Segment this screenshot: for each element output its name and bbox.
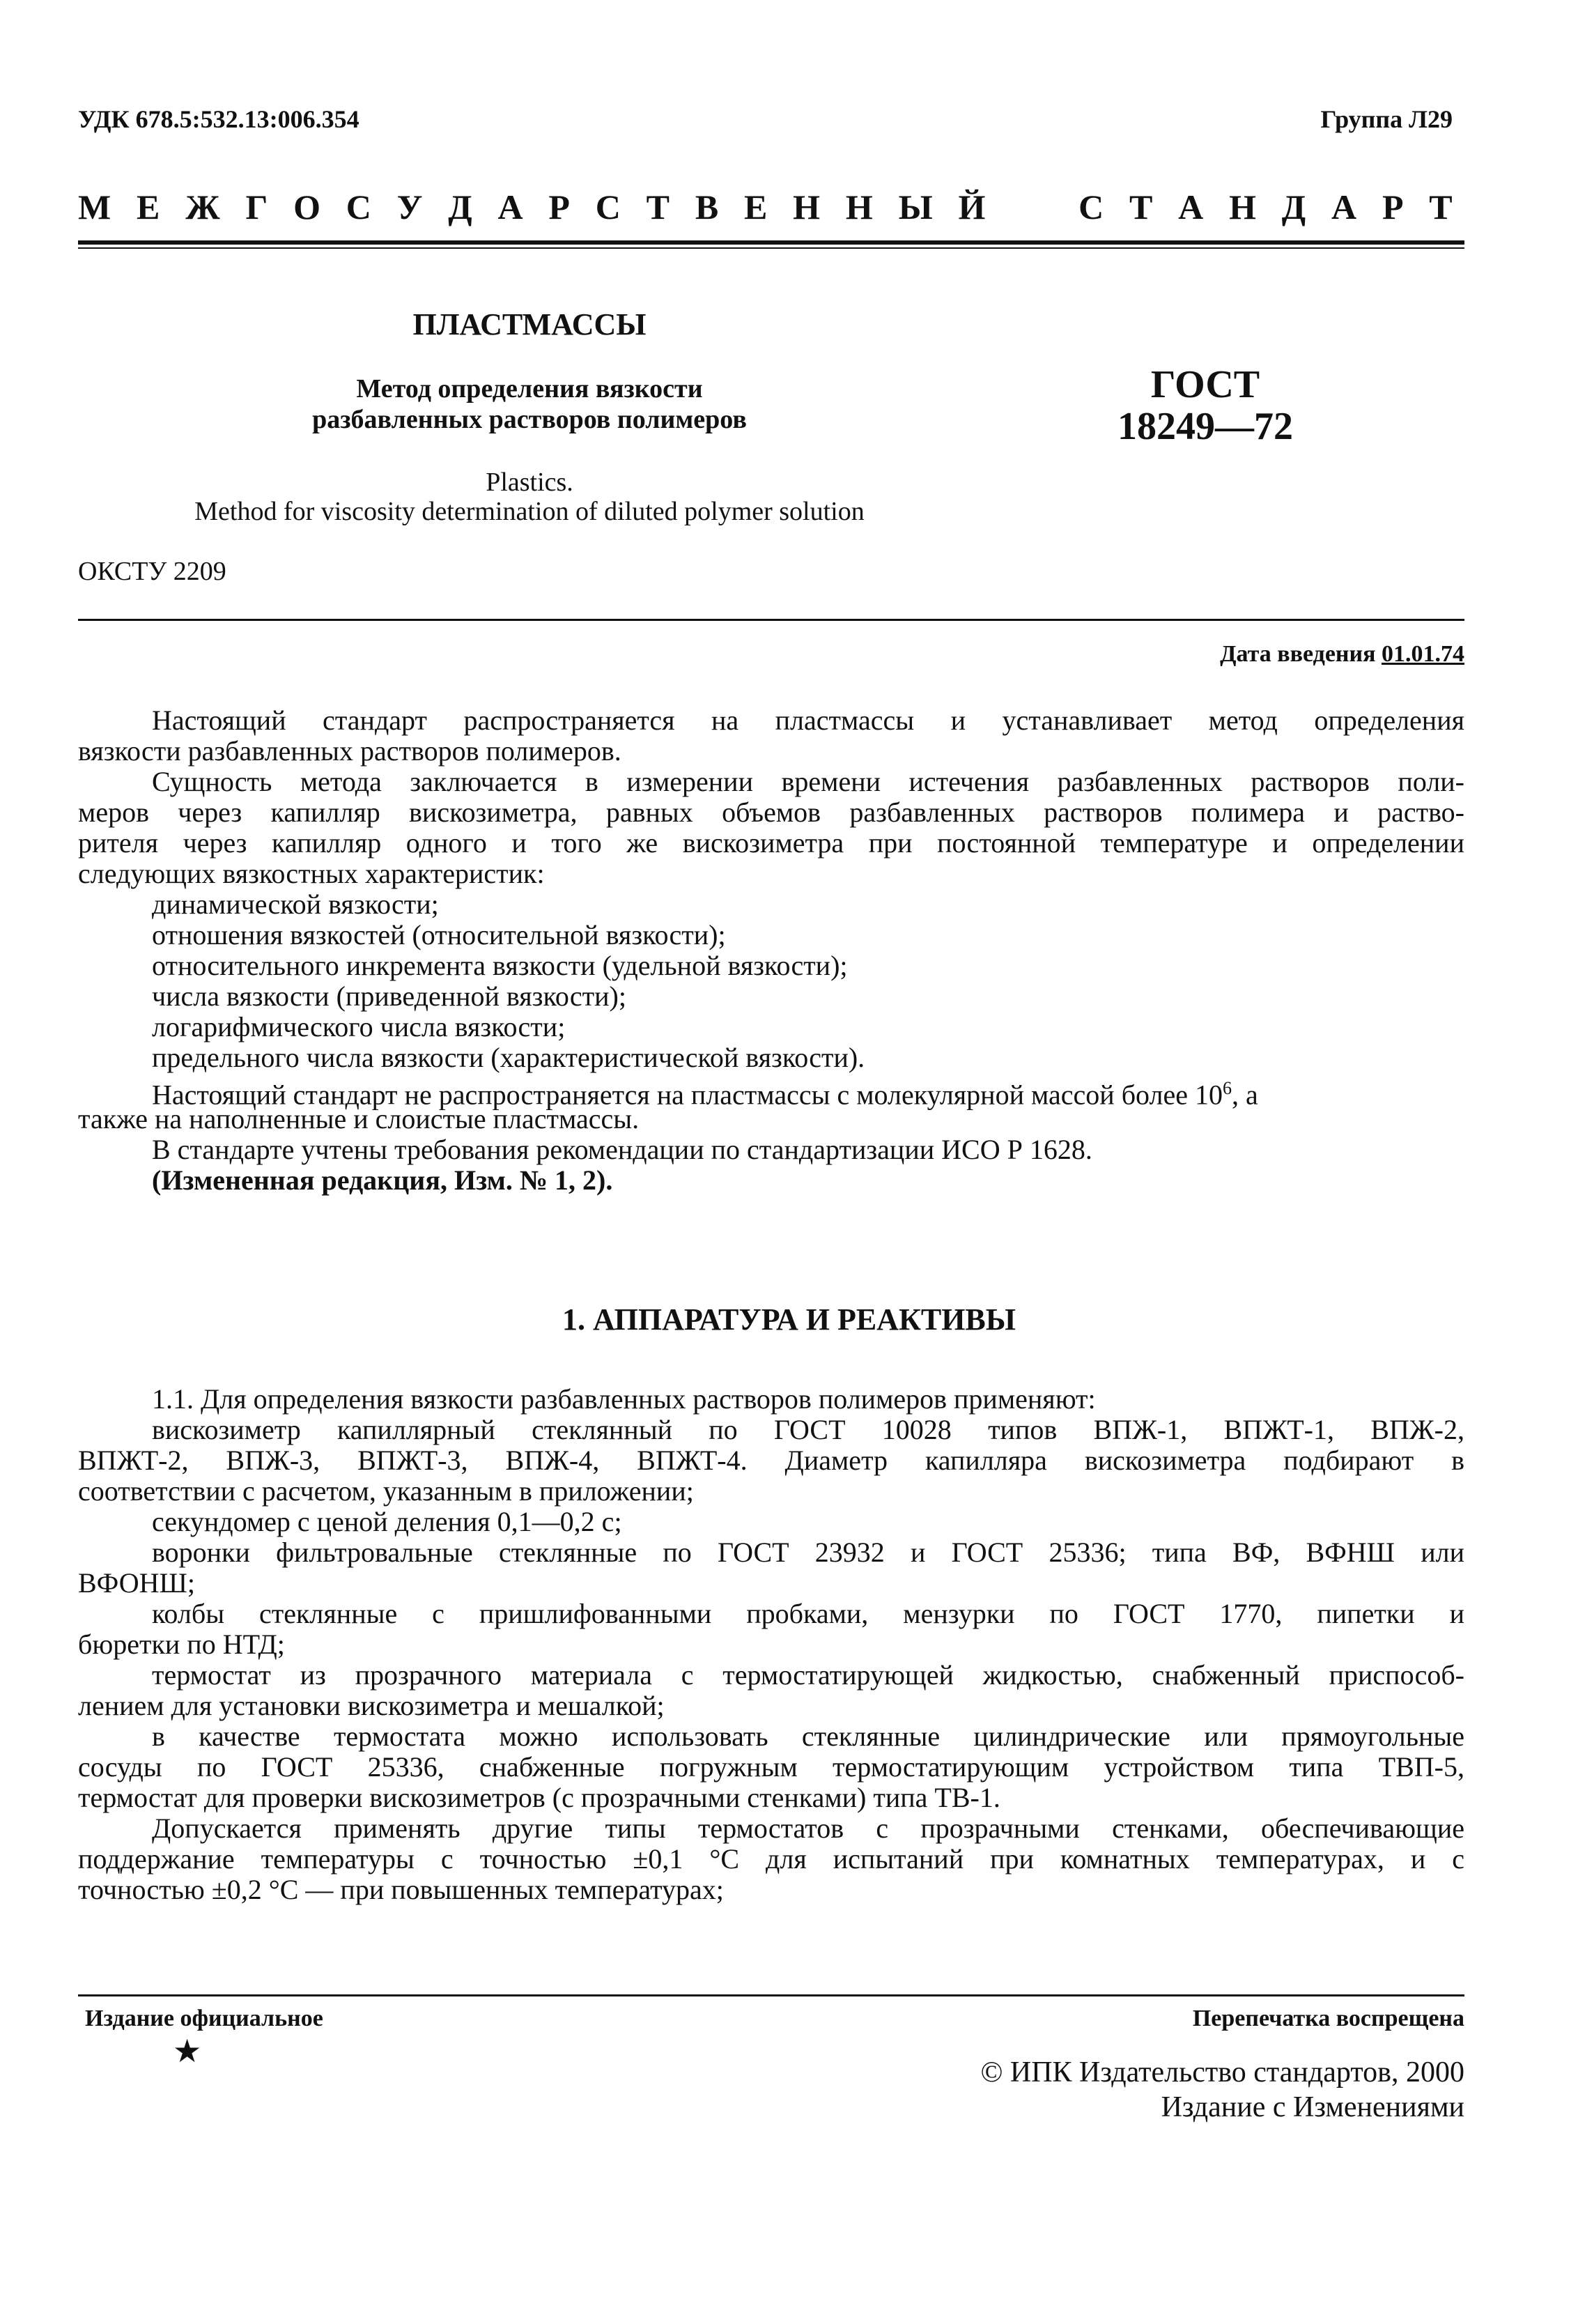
section-line: Допускается применять другие типы термостатов с прозрачными стенками, обеспечивающие [152, 1813, 1464, 1844]
section-line: вискозиметр капиллярный стеклянный по ГОСТ 10028 типов ВПЖ-1, ВПЖТ-1, ВПЖ-2, [152, 1414, 1464, 1445]
section-line: точностью ±0,2 °С — при повышенных температурах; [78, 1874, 724, 1905]
section-line: 1.1. Для определения вязкости разбавленных растворов полимеров применяют: [152, 1383, 1096, 1415]
list-item: предельного числа вязкости (характеристической вязкости). [152, 1042, 865, 1073]
heading-letter: Е [137, 187, 160, 226]
heading-letter: Р [548, 187, 570, 226]
copyright: © ИПК Издательство стандартов, 2000 [980, 2056, 1464, 2088]
heading-letter: Г [245, 187, 268, 226]
list-item: динамической вязкости; [152, 888, 439, 920]
heading-letter: Т [646, 187, 670, 226]
intro-date [1220, 641, 1464, 668]
heading-letter: Н [793, 187, 821, 226]
list-item: логарифмического числа вязкости; [152, 1011, 566, 1042]
list-item: числа вязкости (приведенной вязкости); [152, 980, 626, 1012]
star-icon: ★ [173, 2033, 202, 2069]
heading-letter: А [1331, 187, 1357, 226]
heading-gap [1011, 187, 1053, 227]
body-line: Сущность метода заключается в измерении времени истечения разбавленных растворов поли- [152, 766, 1464, 797]
body-line: также на наполненные и слоистые пластмассы. [78, 1103, 640, 1134]
english-title-line-2: Method for viscosity determination of diluted polymer solution [194, 497, 865, 526]
english-title-line-1: Plastics. [486, 468, 573, 497]
top-double-rule [78, 240, 1464, 245]
body-line: Настоящий стандарт распространяется на пластмассы и устанавливает метод определения [152, 705, 1464, 736]
body-line: следующих вязкостных характеристик: [78, 858, 545, 889]
heading-letter: С [346, 187, 371, 226]
body-line: вязкости разбавленных растворов полимеров. [78, 735, 621, 767]
reprint-prohibited-label: Перепечатка воспрещена [1192, 2006, 1464, 2031]
official-edition-label: Издание официальное [85, 2006, 323, 2031]
heading-letter: Д [1281, 187, 1306, 226]
heading-letter: Ж [185, 187, 220, 226]
body-line: рителя через капилляр одного и того же вискозиметра при постоянной температуре и определении [78, 827, 1464, 859]
section-line: термостат для проверки вискозиметров (с прозрачными стенками) типа ТВ-1. [78, 1782, 1000, 1813]
heading-letter: Т [1429, 187, 1453, 226]
amendment-note: (Измененная редакция, Изм. № 1, 2). [152, 1164, 613, 1196]
exponent: 6 [1223, 1078, 1232, 1098]
section-line: ВПЖТ-2, ВПЖ-3, ВПЖТ-3, ВПЖ-4, ВПЖТ-4. Диаметр капилляра вискозиметра подбирают в [78, 1445, 1464, 1476]
oksty-code: ОКСТУ 2209 [78, 557, 226, 586]
heading-letter: Ы [898, 187, 933, 226]
body-line: меров через капилляр вискозиметра, равных объемов разбавленных растворов полимера и раство- [78, 797, 1464, 828]
heading-letter: А [497, 187, 523, 226]
standard-type-heading [78, 187, 1453, 227]
section-line: колбы стеклянные с пришлифованными пробками, мензурки по ГОСТ 1770, пипетки и [152, 1598, 1464, 1629]
heading-letter: Т [1129, 187, 1153, 226]
heading-letter: Н [1229, 187, 1256, 226]
molecular-mass-text-end: , а [1232, 1079, 1258, 1111]
section-line: термостат из прозрачного материала с термостатирующей жидкостью, снабженный приспособ- [152, 1659, 1464, 1691]
method-title-line-2: разбавленных растворов полимеров [312, 405, 747, 434]
gost-number: 18249—72 [1117, 405, 1293, 448]
group-code: Группа Л29 [1320, 105, 1453, 133]
molecular-mass-text: Настоящий стандарт не распространяется на пластмассы с молекулярной массой более 10 [152, 1079, 1223, 1111]
section-line: сосуды по ГОСТ 25336, снабженные погружным термостатирующим устройством типа ТВП-5, [78, 1751, 1464, 1783]
section-line: воронки фильтровальные стеклянные по ГОСТ 23932 и ГОСТ 25336; типа ВФ, ВФНШ или [152, 1537, 1464, 1568]
heading-letter: Д [448, 187, 472, 226]
section-line: секундомер с ценой деления 0,1—0,2 с; [152, 1506, 622, 1537]
list-item: отношения вязкостей (относительной вязкости); [152, 919, 726, 951]
edition-note: Издание с Изменениями [1161, 2091, 1464, 2123]
section-line: бюретки по НТД; [78, 1629, 285, 1660]
heading-letter: Н [845, 187, 873, 226]
intro-date-value: 01.01.74 [1382, 641, 1464, 667]
heading-letter: У [396, 187, 423, 226]
heading-letter: А [1178, 187, 1204, 226]
heading-letter: Е [744, 187, 768, 226]
heading-letter: Р [1382, 187, 1404, 226]
top-double-rule-thin [78, 247, 1464, 249]
footer-divider [78, 1994, 1464, 1996]
section-title: 1. АППАРАТУРА И РЕАКТИВЫ [562, 1302, 1016, 1337]
body-line: В стандарте учтены требования рекомендации по стандартизации ИСО Р 1628. [152, 1134, 1092, 1165]
header-divider [78, 619, 1464, 621]
section-line: ВФОНШ; [78, 1567, 196, 1599]
heading-letter: О [293, 187, 320, 226]
heading-letter: Й [958, 187, 986, 226]
section-line: поддержание температуры с точностью ±0,1 °С для испытаний при комнатных температурах, и с [78, 1843, 1464, 1875]
section-line: соответствии с расчетом, указанным в приложении; [78, 1475, 694, 1507]
heading-letter: С [595, 187, 621, 226]
document-title: ПЛАСТМАССЫ [412, 307, 647, 341]
heading-letter: С [1078, 187, 1104, 226]
udk-code: УДК 678.5:532.13:006.354 [78, 105, 359, 133]
heading-letter: М [78, 187, 111, 226]
method-title-line-1: Метод определения вязкости [356, 374, 703, 403]
heading-letter: В [695, 187, 719, 226]
intro-date-label: Дата введения [1220, 641, 1376, 667]
section-line: лением для установки вискозиметра и мешалкой; [78, 1690, 665, 1721]
gost-label: ГОСТ [1150, 363, 1260, 406]
section-line: в качестве термостата можно использовать стеклянные цилиндрические или прямоугольные [152, 1721, 1464, 1752]
list-item: относительного инкремента вязкости (удельной вязкости); [152, 950, 848, 981]
